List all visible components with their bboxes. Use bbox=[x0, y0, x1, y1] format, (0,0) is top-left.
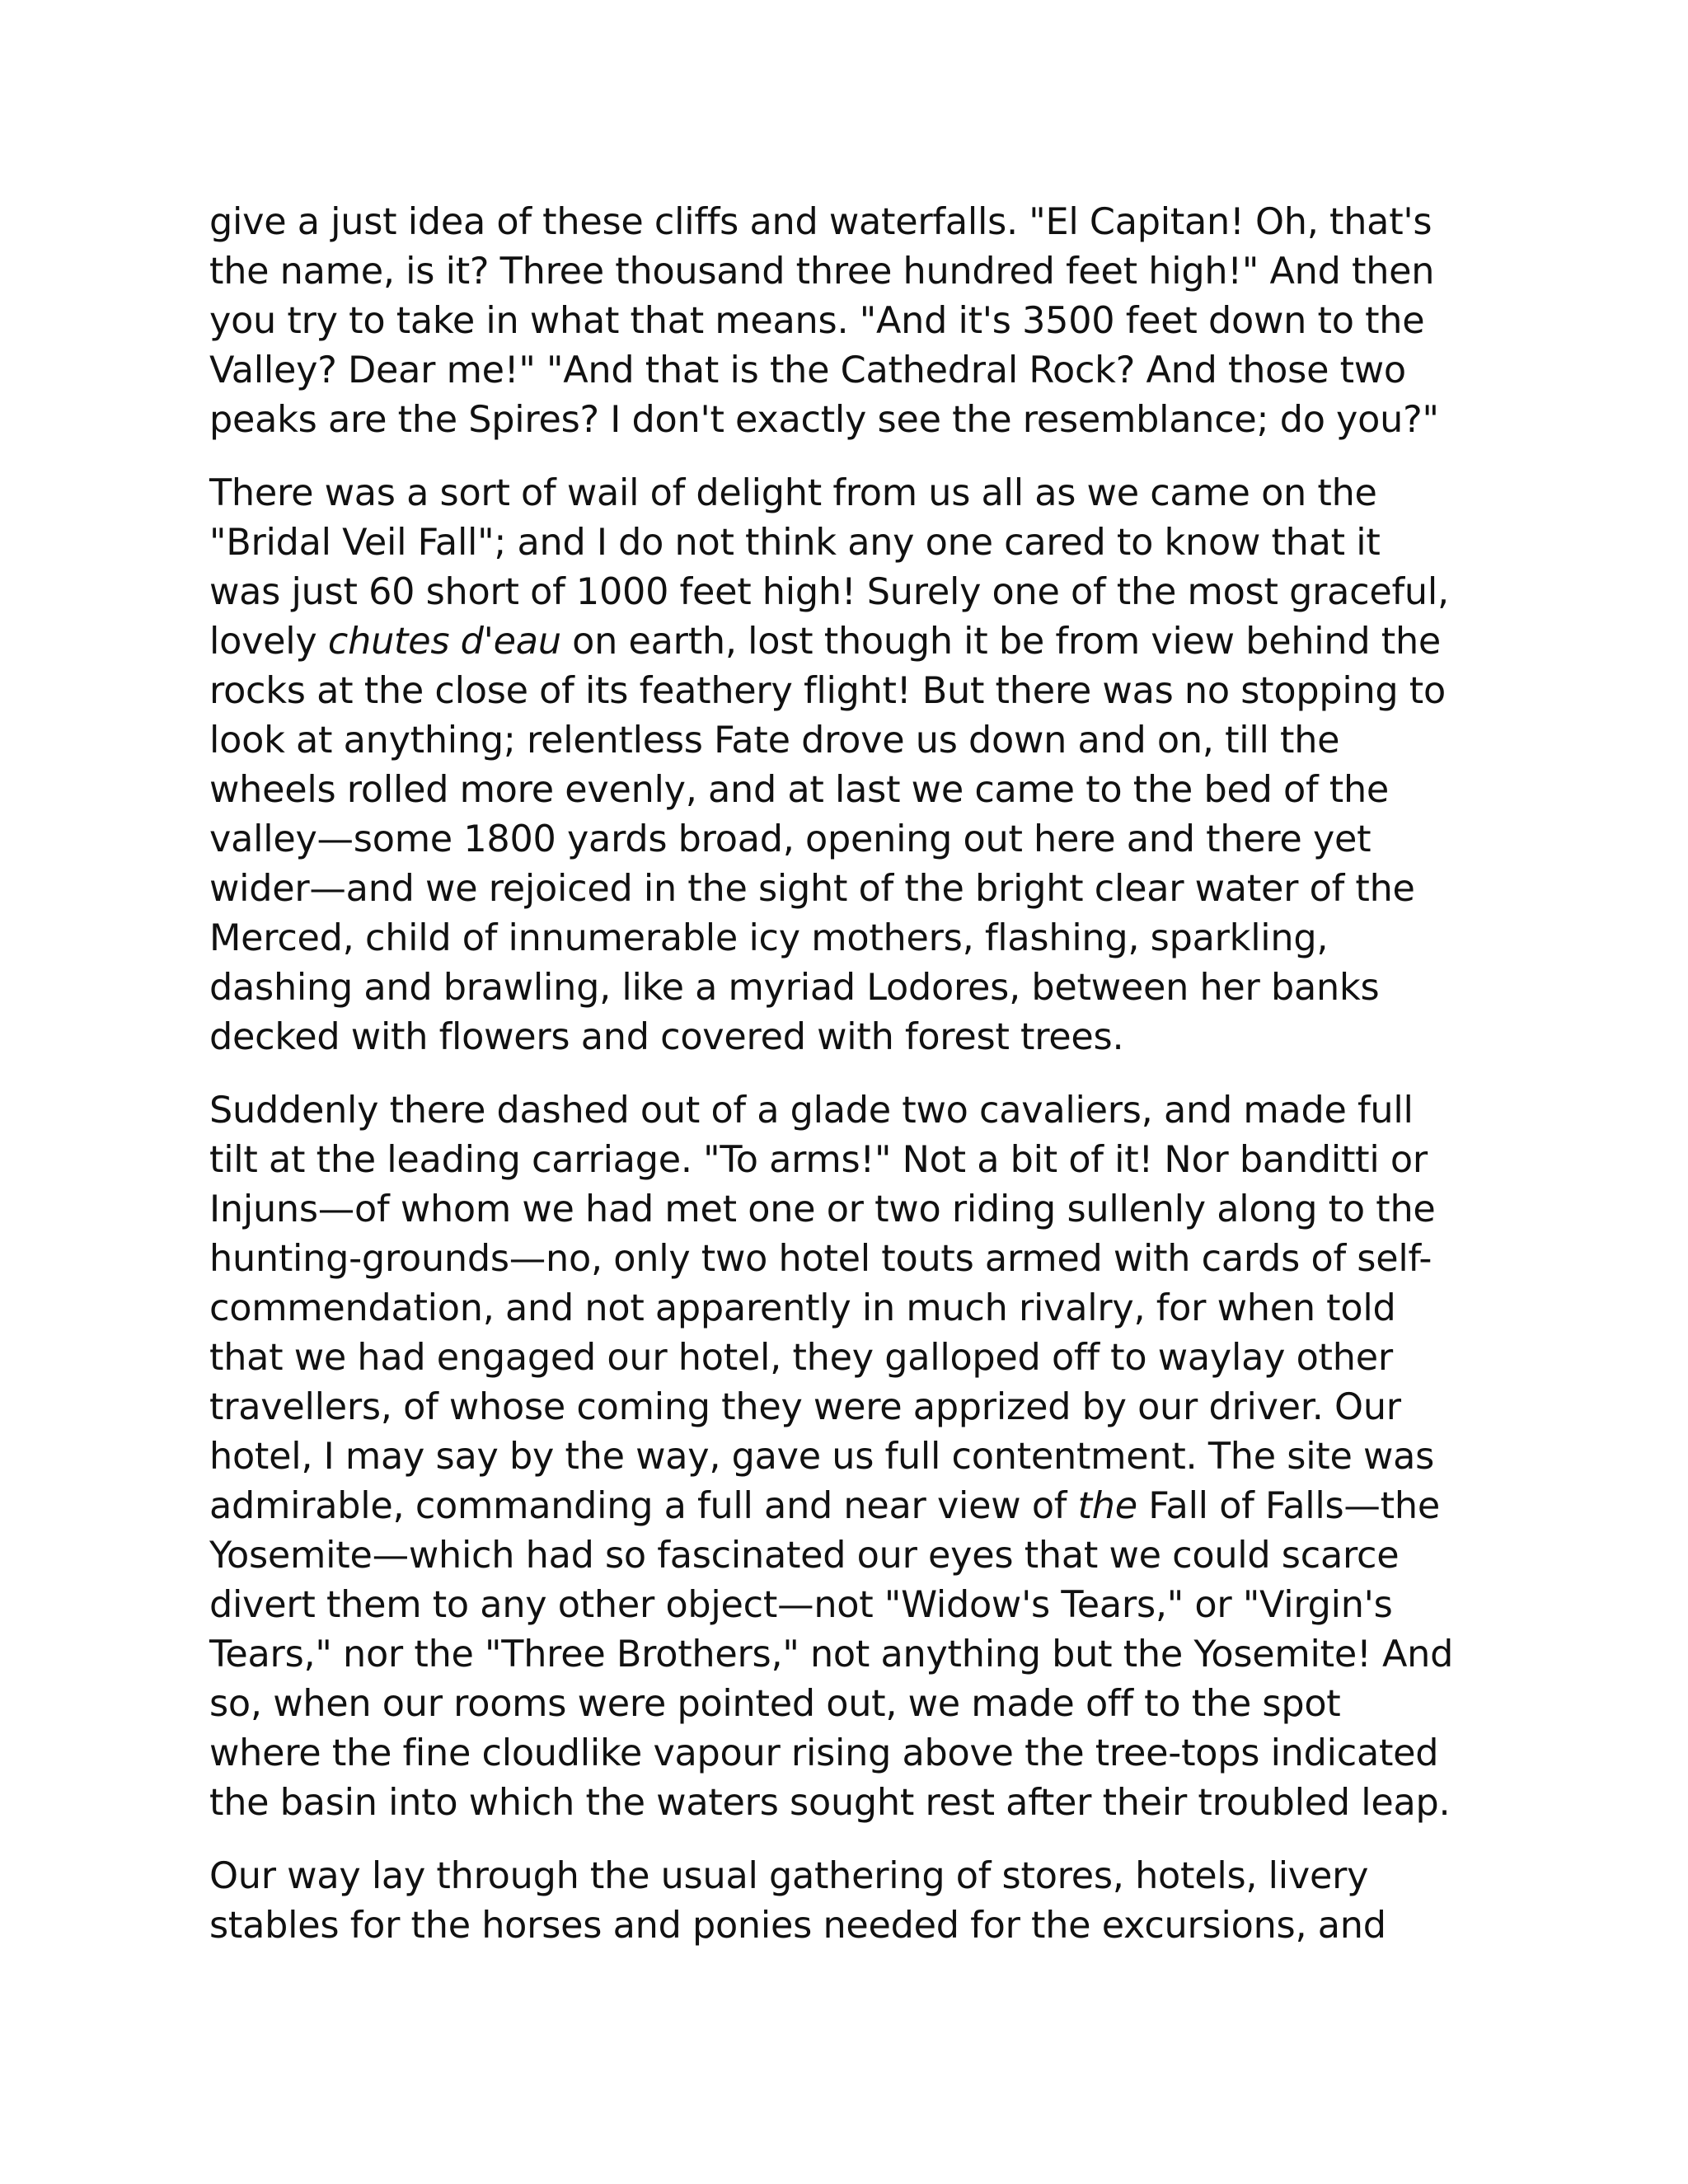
text-segment: Valley? Dear me!" "And that is the Cathedral Rock? And those two bbox=[209, 349, 1406, 391]
text-line bbox=[209, 815, 1479, 865]
text-segment: you try to take in what that means. "And it's 3500 feet down to the bbox=[209, 300, 1425, 342]
text-line bbox=[209, 1013, 1479, 1062]
text-line bbox=[209, 396, 1479, 445]
text-segment: rocks at the close of its feathery flight! But there was no stopping to bbox=[209, 670, 1446, 712]
text-line bbox=[209, 297, 1479, 346]
text-line bbox=[209, 963, 1479, 1013]
text-line bbox=[209, 1630, 1479, 1680]
text-line bbox=[209, 1185, 1479, 1235]
text-segment: hunting-grounds—no, only two hotel touts armed with cards of self- bbox=[209, 1238, 1432, 1280]
text-line bbox=[209, 346, 1479, 396]
text-segment: that we had engaged our hotel, they galloped off to waylay other bbox=[209, 1337, 1393, 1379]
paragraph bbox=[209, 198, 1479, 445]
text-segment: "Bridal Veil Fall"; and I do not think any one cared to know that it bbox=[209, 522, 1381, 564]
text-segment: valley—some 1800 yards broad, opening out here and there yet bbox=[209, 818, 1372, 860]
text-segment: travellers, of whose coming they were apprized by our driver. Our bbox=[209, 1386, 1401, 1428]
text-segment: There was a sort of wail of delight from us all as we came on the bbox=[209, 472, 1377, 514]
paragraph bbox=[209, 469, 1479, 1062]
text-line bbox=[209, 865, 1479, 914]
text-line bbox=[209, 568, 1479, 617]
text-segment: commendation, and not apparently in much rivalry, for when told bbox=[209, 1287, 1396, 1329]
text-segment: Yosemite—which had so fascinated our eyes that we could scarce bbox=[209, 1535, 1400, 1577]
text-line bbox=[209, 247, 1479, 297]
text-line bbox=[209, 617, 1479, 667]
text-line bbox=[209, 1383, 1479, 1432]
text-line bbox=[209, 1136, 1479, 1185]
text-segment: tilt at the leading carriage. "To arms!" Not a bit of it! Nor banditti or bbox=[209, 1139, 1428, 1181]
text-line bbox=[209, 198, 1479, 247]
text-line bbox=[209, 1086, 1479, 1136]
text-segment: wheels rolled more evenly, and at last we came to the bed of the bbox=[209, 769, 1390, 811]
text-line bbox=[209, 766, 1479, 815]
text-segment: on earth, lost though it be from view behind the bbox=[560, 621, 1442, 663]
text-line bbox=[209, 1779, 1479, 1828]
text-line bbox=[209, 667, 1479, 716]
text-segment: so, when our rooms were pointed out, we made off to the spot bbox=[209, 1683, 1341, 1725]
text-line bbox=[209, 1852, 1479, 1901]
italic-text: the bbox=[1077, 1485, 1137, 1527]
text-line bbox=[209, 1432, 1479, 1482]
text-segment: lovely bbox=[209, 621, 328, 663]
text-segment: divert them to any other object—not "Widow's Tears," or "Virgin's bbox=[209, 1584, 1393, 1626]
text-line bbox=[209, 469, 1479, 518]
text-segment: admirable, commanding a full and near view of bbox=[209, 1485, 1078, 1527]
text-line bbox=[209, 914, 1479, 963]
text-segment: Fall of Falls—the bbox=[1137, 1485, 1440, 1527]
paragraph bbox=[209, 1086, 1479, 1828]
italic-text: chutes d'eau bbox=[327, 621, 561, 663]
text-segment: dashing and brawling, like a myriad Lodores, between her banks bbox=[209, 967, 1380, 1009]
text-segment: wider—and we rejoiced in the sight of the bright clear water of the bbox=[209, 868, 1415, 910]
text-segment: peaks are the Spires? I don't exactly see the resemblance; do you?" bbox=[209, 399, 1439, 441]
text-line bbox=[209, 1531, 1479, 1581]
text-segment: Our way lay through the usual gathering of stores, hotels, livery bbox=[209, 1855, 1369, 1897]
text-segment: Tears," nor the "Three Brothers," not anything but the Yosemite! And bbox=[209, 1633, 1454, 1675]
text-segment: hotel, I may say by the way, gave us full contentment. The site was bbox=[209, 1436, 1435, 1478]
text-line bbox=[209, 1581, 1479, 1630]
text-segment: Suddenly there dashed out of a glade two cavaliers, and made full bbox=[209, 1090, 1414, 1132]
text-line bbox=[209, 1729, 1479, 1779]
text-segment: Injuns—of whom we had met one or two riding sullenly along to the bbox=[209, 1188, 1436, 1230]
paragraph bbox=[209, 1852, 1479, 1951]
text-line bbox=[209, 1680, 1479, 1729]
text-line bbox=[209, 716, 1479, 766]
text-line bbox=[209, 1333, 1479, 1383]
text-line bbox=[209, 518, 1479, 568]
text-segment: stables for the horses and ponies needed for the excursions, and bbox=[209, 1905, 1386, 1947]
document-page bbox=[209, 198, 1479, 1975]
text-segment: was just 60 short of 1000 feet high! Surely one of the most graceful, bbox=[209, 571, 1449, 613]
text-line bbox=[209, 1284, 1479, 1333]
text-segment: give a just idea of these cliffs and waterfalls. "El Capitan! Oh, that's bbox=[209, 201, 1432, 243]
text-segment: decked with flowers and covered with forest trees. bbox=[209, 1016, 1124, 1058]
text-segment: where the fine cloudlike vapour rising above the tree-tops indicated bbox=[209, 1732, 1439, 1774]
text-line bbox=[209, 1482, 1479, 1531]
text-segment: look at anything; relentless Fate drove us down and on, till the bbox=[209, 719, 1340, 762]
text-line bbox=[209, 1235, 1479, 1284]
text-segment: Merced, child of innumerable icy mothers, flashing, sparkling, bbox=[209, 917, 1329, 959]
text-segment: the name, is it? Three thousand three hundred feet high!" And then bbox=[209, 251, 1435, 293]
text-line bbox=[209, 1901, 1479, 1951]
text-segment: the basin into which the waters sought rest after their troubled leap. bbox=[209, 1782, 1451, 1824]
